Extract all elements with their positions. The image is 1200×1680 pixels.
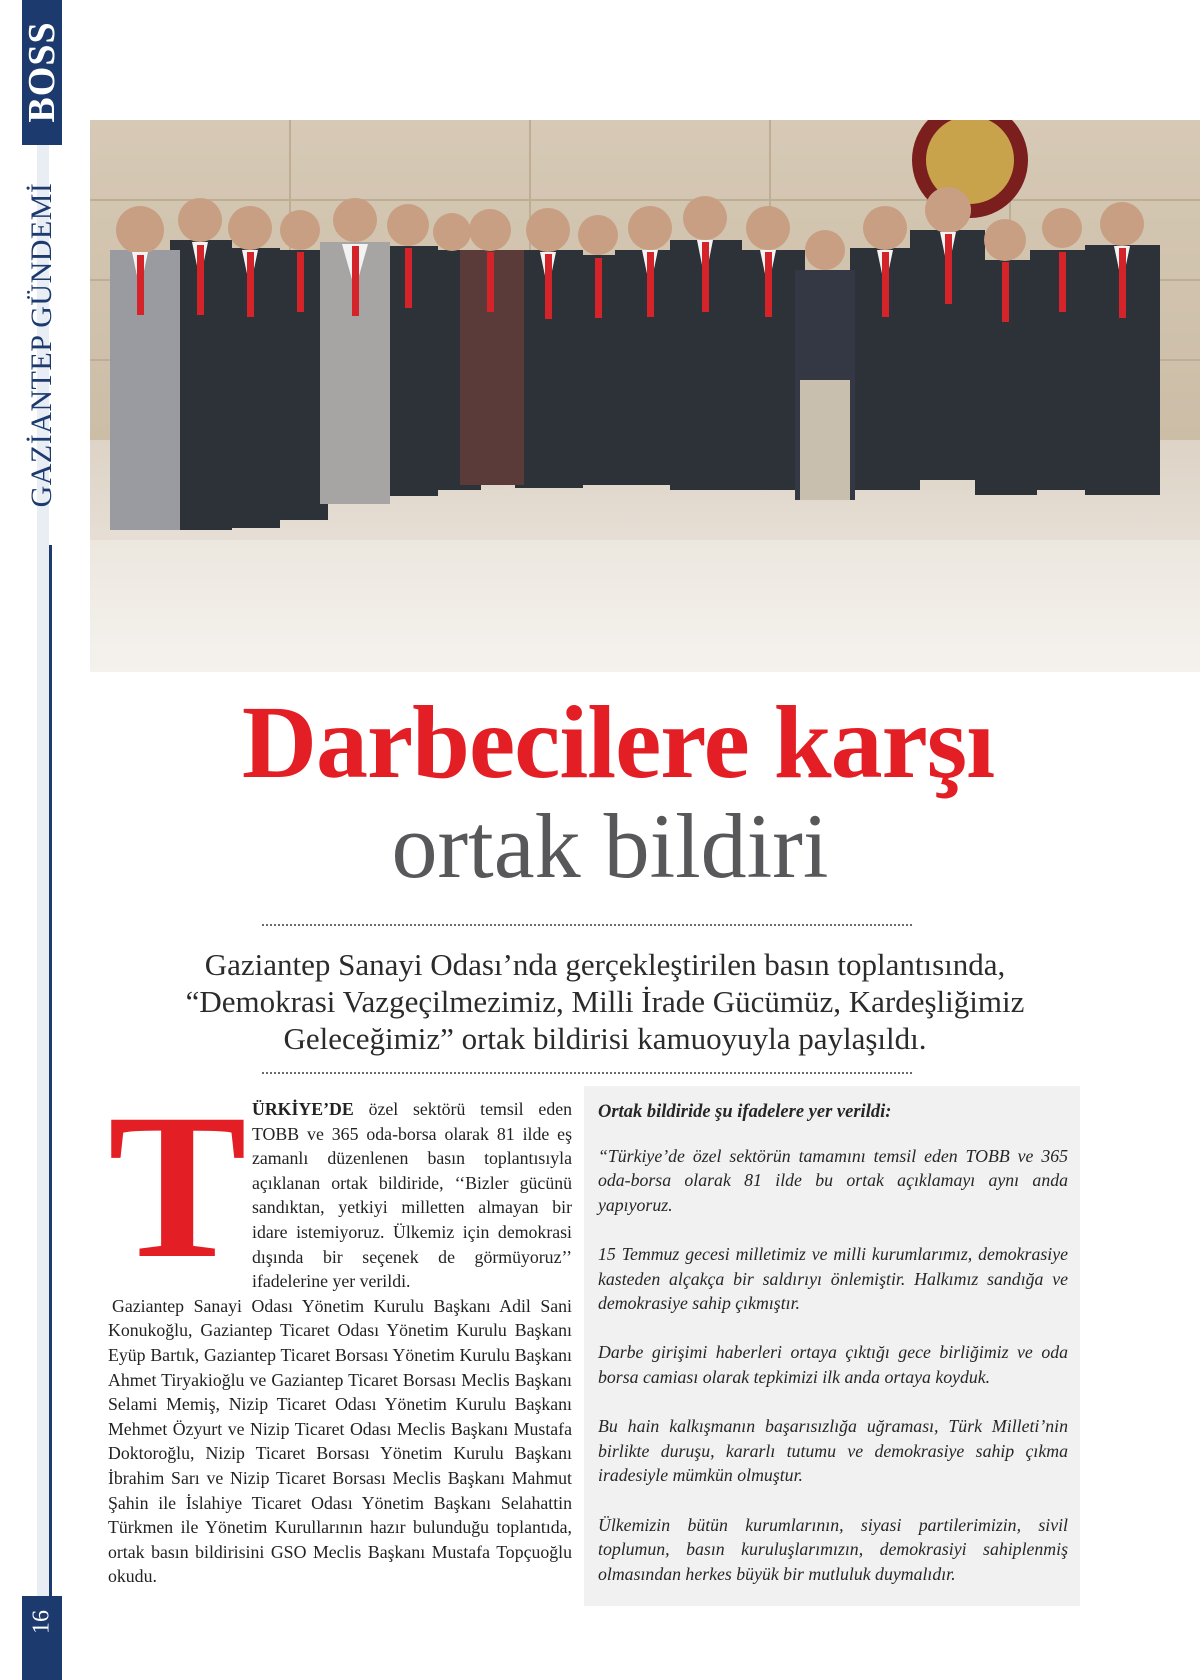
drop-cap: T <box>108 1071 247 1301</box>
article-paragraph: Gaziantep Sanayi Odası Yönetim Kurulu Başkanı Adil Sani Konukoğlu, Gaziantep Ticaret Odası Yönetim Kurulu Başkanı Eyüp Bartık, Gaziantep Ticaret Borsası Yönetim Kurulu Başkanı Ahmet Tiryakioğlu ve Gaziantep Ticaret Borsası Meclis Başkanı Selami Memiş, Nizip Ticaret Odası Yönetim Kurulu Başkanı Mehmet Özyurt ve Nizip Ticaret Odası Meclis Başkanı Mustafa Doktoroğlu, Nizip Ticaret Borsası Yönetim Kurulu Başkanı İbrahim Sarı ve Nizip Ticaret Borsası Meclis Başkanı Mahmut Şahin ile İslahiye Ticaret Odası Yönetim Başkanı Selahattin Türkmen ile Yönetim Kurullarının hazır bulunduğu toplantıda, ortak basın bildirisini GSO Meclis Başkanı Mustafa Topçuoğlu okudu. <box>108 1295 572 1587</box>
headline <box>0 685 1200 897</box>
group-photo-image <box>90 120 1200 672</box>
quote-paragraph: Bu hain kalkışmanın başarısızlığa uğraması, Türk Milleti’nin birlikte duruşu, kararlı tutumu ve demokrasiye sahip çıkma iradesiyle mümkün olmuştur. <box>598 1416 1068 1486</box>
quote-paragraph: 15 Temmuz gecesi milletimiz ve milli kurumlarımız, demokrasiye kasteden alçakça bir saldırıyı önlemiştir. Halkımız sandığa ve demokrasiye sahip çıkmıştır. <box>598 1243 1068 1314</box>
page-number: 16 <box>28 1610 55 1634</box>
page-number-box <box>22 1596 62 1680</box>
magazine-logo: BOSS <box>21 21 63 123</box>
article-body <box>108 1071 572 1589</box>
lead-line: Gaziantep Sanayi Odası’nda gerçekleştirilen basın toplantısında, <box>204 947 1006 982</box>
lead-line: “Demokrasi Vazgeçilmezimiz, Milli İrade Gücümüz, Kardeşliğimiz <box>185 984 1025 1019</box>
divider-top <box>262 924 912 926</box>
section-title: GAZİANTEP GÜNDEMİ <box>25 182 58 508</box>
divider-bottom <box>262 1072 912 1074</box>
lead-line: Geleceğimiz” ortak bildirisi kamuoyuyla paylaşıldı. <box>283 1021 927 1056</box>
quote-box <box>584 1086 1080 1606</box>
group-photo <box>90 120 1200 672</box>
headline-title: Darbecilere karşı <box>241 685 995 800</box>
quote-paragraph: “Türkiye’de özel sektörün tamamını temsil eden TOBB ve 365 oda-borsa olarak 81 ilde bu ortak açıklamayı aynı anda yapıyoruz. <box>598 1145 1068 1215</box>
lead-paragraph <box>130 946 1080 1057</box>
quote-paragraph: Ülkemizin bütün kurumlarının, siyasi partilerimizin, sivil toplumun, basın kuruluşlarımızın, demokrasiyi sahiplenmiş olmasından herkes büyük bir mutluluk duymalıdır. <box>598 1514 1068 1584</box>
quote-paragraph: Darbe girişimi haberleri ortaya çıktığı gece birliğimiz ve oda borsa camiası olarak tepkimizi ilk anda ortaya koyduk. <box>598 1342 1068 1387</box>
headline-subtitle: ortak bildiri <box>391 795 829 897</box>
quote-box-title: Ortak bildiride şu ifadelere yer verildi: <box>598 1102 892 1122</box>
article-paragraph: özel sektörü temsil eden TOBB ve 365 oda-borsa olarak 81 ilde eş zamanlı düzenlenen basın toplantısıyla açıklanan ortak bildiride, ‘‘Bizler gücünü sandıktan, yetkiyi milletten almayan bir idare istemiyoruz. Ülkemiz için demokrasi dışında bir seçenek de görmüyoruz’’ ifadelerine yer verildi. <box>252 1099 572 1292</box>
article-lead-word: ÜRKİYE’DE <box>252 1099 354 1119</box>
